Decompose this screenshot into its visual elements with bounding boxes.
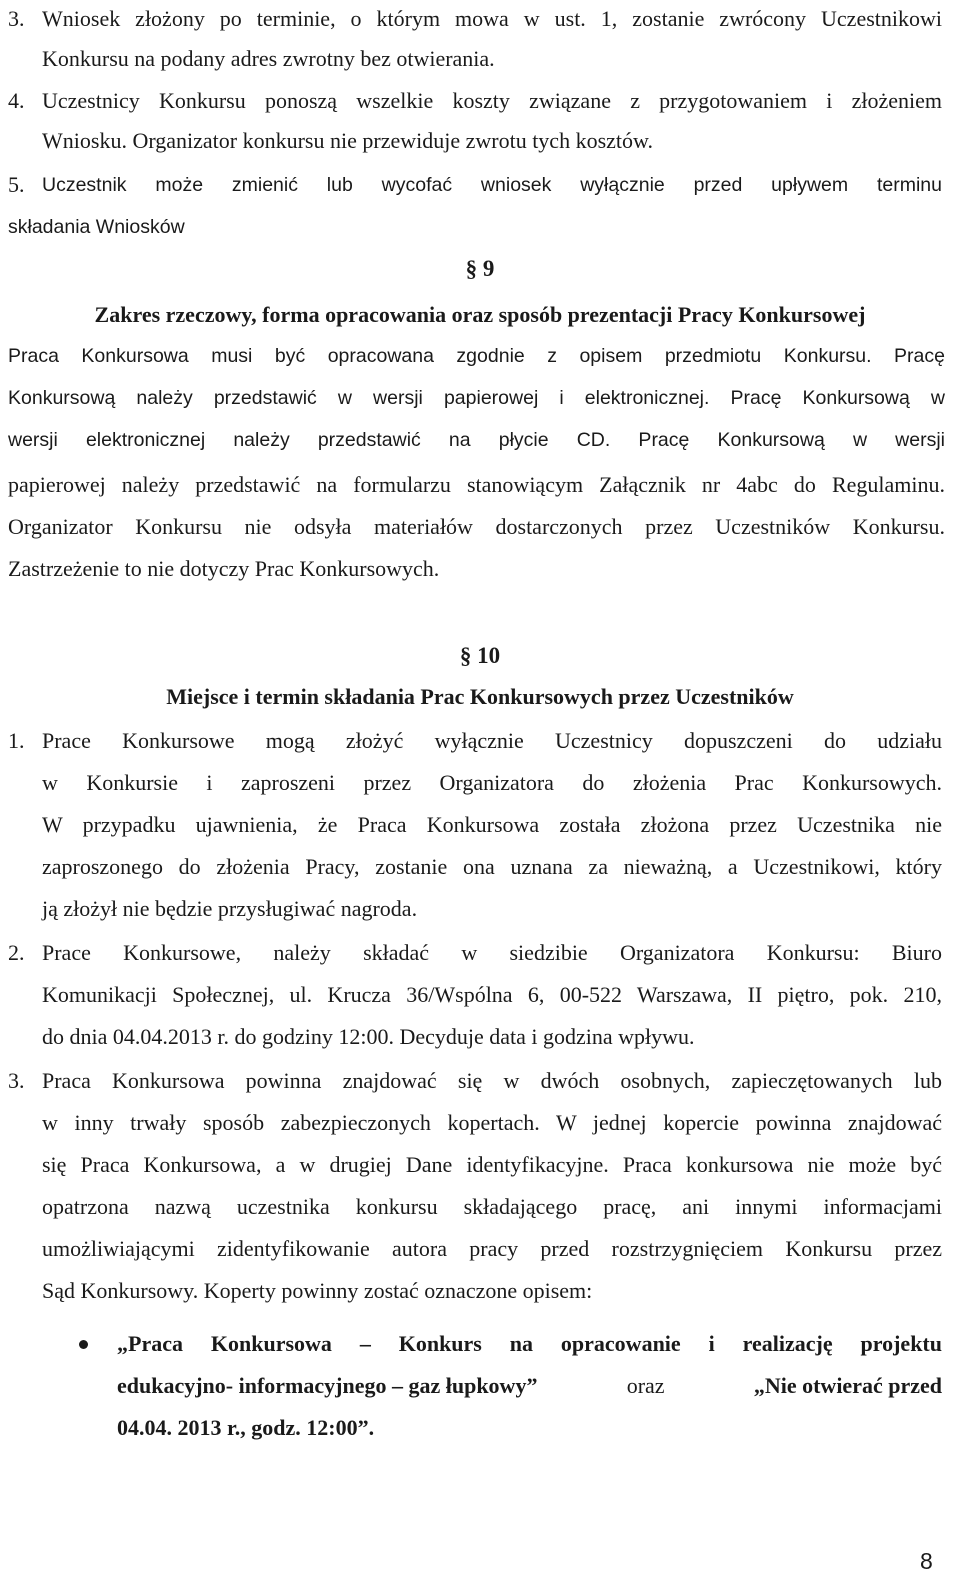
section-title: Zakres rzeczowy, forma opracowania oraz sposób prezentacji Pracy Konkursowej — [94, 302, 866, 327]
bullet-text-normal: oraz — [626, 1373, 665, 1398]
item-number: 2. — [8, 940, 25, 965]
item-text-line: ją złożył nie będzie przysługiwać nagroda. — [42, 896, 418, 921]
section-number-value: 10 — [477, 643, 501, 668]
item-number: 4. — [8, 88, 25, 113]
item-text-line: Konkursu na podany adres zwrotny bez otwierania. — [42, 46, 495, 71]
section-number — [0, 256, 960, 282]
bullet-text-line — [117, 1373, 942, 1399]
section-symbol: § — [465, 256, 478, 281]
item-text-line: W przypadku ujawnienia, że Praca Konkursowa została złożona przez Uczestnika nie — [42, 812, 942, 837]
item-text-line: Praca Konkursowa powinna znajdować się w dwóch osobnych, zapieczętowanych lub — [42, 1068, 942, 1093]
item-text-line: Prace Konkursowe mogą złożyć wyłącznie Uczestnicy dopuszczeni do udziału — [42, 728, 942, 753]
bullet-text-bold: edukacyjno- informacyjnego – gaz łupkowy” — [117, 1373, 538, 1398]
item-text-line: opatrzona nazwą uczestnika konkursu składającego pracę, ani innymi informacjami — [42, 1194, 942, 1219]
item-text-line: Prace Konkursowe, należy składać w siedzibie Organizatora Konkursu: Biuro — [42, 940, 942, 965]
item-text-line: Sąd Konkursowy. Koperty powinny zostać oznaczone opisem: — [42, 1278, 593, 1303]
body-line: Praca Konkursowa musi być opracowana zgodnie z opisem przedmiotu Konkursu. Pracę — [8, 345, 945, 367]
item-text-line: w inny trwały sposób zabezpieczonych kopertach. W jednej kopercie powinna znajdować — [42, 1110, 942, 1135]
item-text-line: umożliwiającymi zidentyfikowanie autora pracy przed rozstrzygnięciem Konkursu przez — [42, 1236, 942, 1261]
section-title: Miejsce i termin składania Prac Konkursowych przez Uczestników — [166, 684, 794, 709]
item-text-line: Wniosek złożony po terminie, o którym mowa w ust. 1, zostanie zwrócony Uczestnikowi — [42, 6, 942, 31]
bullet-text-line: 04.04. 2013 r., godz. 12:00”. — [117, 1415, 375, 1440]
item-text-line: się Praca Konkursowa, a w drugiej Dane identyfikacyjne. Praca konkursowa nie może być — [42, 1152, 942, 1177]
item-text-line: Uczestnicy Konkursu ponoszą wszelkie koszty związane z przygotowaniem i złożeniem — [42, 88, 942, 113]
body-line: Konkursową należy przedstawić w wersji papierowej i elektronicznej. Pracę Konkursową w — [8, 387, 945, 409]
bullet-icon — [79, 1340, 88, 1349]
page-number: 8 — [920, 1548, 933, 1574]
body-line: Zastrzeżenie to nie dotyczy Prac Konkursowych. — [8, 556, 440, 581]
bullet-text-bold: „Nie otwierać przed — [753, 1373, 942, 1398]
body-line: papierowej należy przedstawić na formularzu stanowiącym Załącznik nr 4abc do Regulaminu. — [8, 472, 945, 497]
section-number-value: 9 — [482, 256, 495, 281]
item-number: 3. — [8, 6, 25, 31]
body-line: Organizator Konkursu nie odsyła materiałów dostarczonych przez Uczestników Konkursu. — [8, 514, 945, 539]
item-number: 3. — [8, 1068, 25, 1093]
item-text-line: składania Wniosków — [8, 216, 185, 238]
item-text-line: Uczestnik może zmienić lub wycofać wniosek wyłącznie przed upływem terminu — [42, 174, 942, 196]
item-text-line: Komunikacji Społecznej, ul. Krucza 36/Wspólna 6, 00-522 Warszawa, II piętro, pok. 210, — [42, 982, 942, 1007]
section-number — [0, 643, 960, 669]
section-symbol: § — [459, 643, 472, 668]
item-text-line: zaproszonego do złożenia Pracy, zostanie ona uznana za nieważną, a Uczestnikowi, który — [42, 854, 942, 879]
body-line: wersji elektronicznej należy przedstawić na płycie CD. Pracę Konkursową w wersji — [8, 429, 945, 451]
item-text-line: do dnia 04.04.2013 r. do godziny 12:00. Decyduje data i godzina wpływu. — [42, 1024, 695, 1049]
item-text-line: Wniosku. Organizator konkursu nie przewiduje zwrotu tych kosztów. — [42, 128, 653, 153]
bullet-text-line: „Praca Konkursowa – Konkurs na opracowanie i realizację projektu — [117, 1331, 942, 1356]
item-number: 5. — [8, 172, 25, 197]
item-text-line: w Konkursie i zaproszeni przez Organizatora do złożenia Prac Konkursowych. — [42, 770, 942, 795]
item-number: 1. — [8, 728, 25, 753]
